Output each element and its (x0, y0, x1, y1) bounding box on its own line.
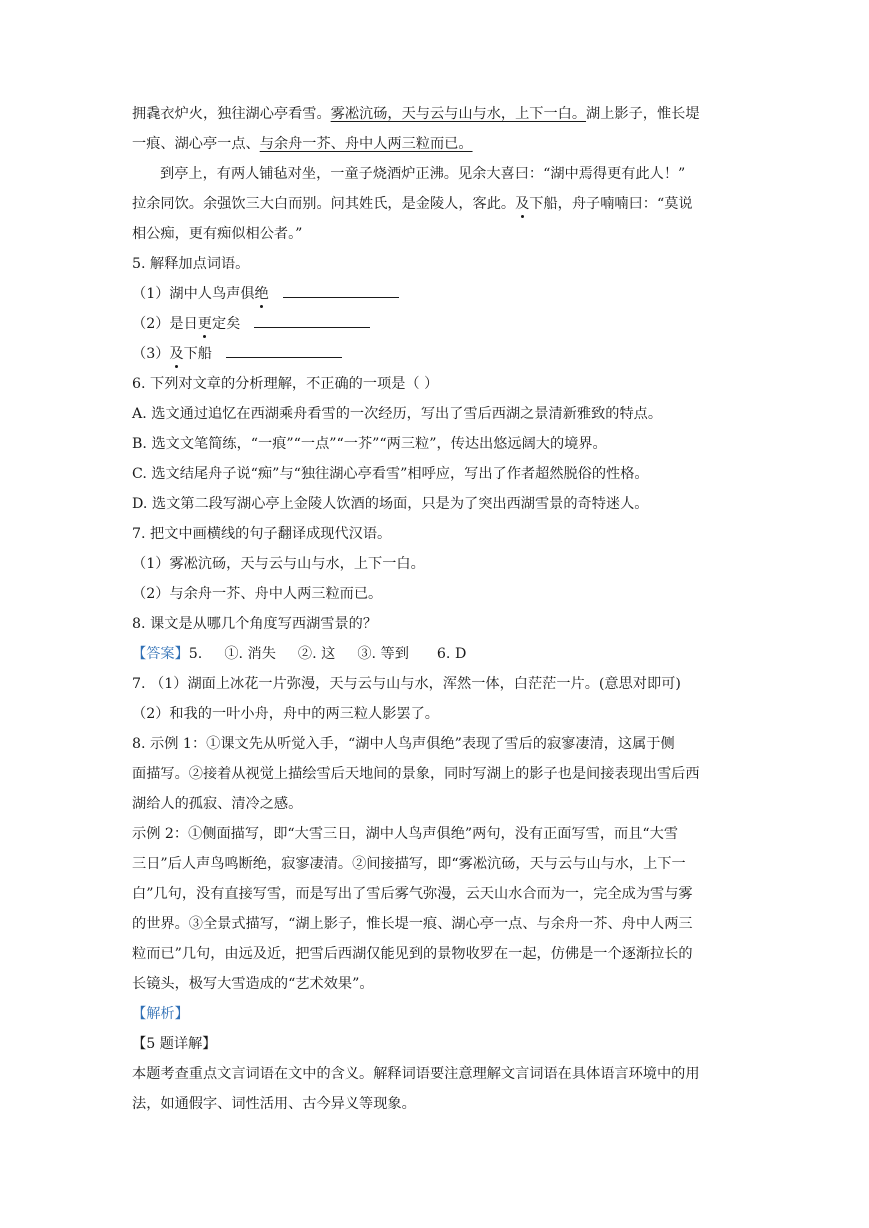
answer-text: 长镜头，极写大雪造成的“艺术效果”。 (132, 976, 374, 992)
option-text: A. 选文通过追忆在西湖乘舟看雪的一次经历，写出了雪后西湖之景清新雅致的特点。 (132, 406, 663, 422)
question-text: 8. 课文是从哪几个角度写西湖雪景的？ (132, 616, 378, 632)
question-8-title (132, 614, 377, 634)
option-d (132, 494, 648, 514)
passage-line-3 (160, 164, 685, 184)
answer-item: 6. D (436, 646, 467, 662)
dotted-word: 及 (515, 196, 530, 212)
answer-line-1 (132, 644, 466, 664)
answer-number: 5. (188, 646, 203, 662)
subheading-text: 【5 题详解】 (132, 1036, 217, 1052)
answer-7-2 (132, 704, 439, 724)
answer-item: ③. 等到 (357, 646, 409, 662)
answer-item: ②. 这 (297, 646, 336, 662)
dotted-word: 及 (169, 346, 184, 362)
answer-7-1 (132, 674, 681, 694)
option-text: C. 选文结尾舟子说“痴”与“独往湖心亭看雪”相呼应，写出了作者超然脱俗的性格。 (132, 466, 649, 482)
answer-text: 湖给人的孤寂、清冷之感。 (132, 796, 303, 812)
analysis-tag-text: 【解析】 (132, 1006, 189, 1022)
answer-text: 白”几句，没有直接写雪，而是写出了雪后雾气弥漫，云天山水合而为一，完全成为雪与雾 (132, 886, 693, 902)
question-5-item-3 (132, 344, 342, 364)
option-c (132, 464, 649, 484)
question-6-title (132, 374, 438, 394)
passage-line-1 (132, 104, 700, 124)
item-text: （2）与余舟一芥、舟中人两三粒而已。 (132, 586, 383, 602)
answer-8-line (132, 734, 675, 754)
passage-text: 到亭上，有两人铺毡对坐，一童子烧酒炉正沸。见余大喜曰：“湖中焉得更有此人！” (160, 166, 686, 182)
answer-text: 粒而已”几句，由远及近，把雪后西湖仅能见到的景物收罗在一起，仿佛是一个逐渐拉长的 (132, 946, 693, 962)
analysis-line (132, 1064, 700, 1084)
answer-text: 的世界。③全景式描写，“湖上影子，惟长堤一痕、湖心亭一点、与余舟一芥、舟中人两三 (132, 916, 693, 932)
dotted-word: 更 (197, 316, 212, 332)
passage-text: 一痕、湖心亭一点、 (132, 136, 260, 152)
answer-blank[interactable] (226, 345, 342, 358)
question-text: 5. 解释加点词语。 (132, 256, 250, 272)
option-text: B. 选文文笔简练，“一痕”“一点”“一芥”“两三粒”，传达出悠远阔大的境界。 (132, 436, 607, 452)
passage-text: 拥毳衣炉火，独往湖心亭看雪。 (132, 106, 331, 122)
item-text: （3） (132, 346, 170, 362)
question-5-item-1 (132, 284, 399, 304)
answer-text: 三日”后人声鸟鸣断绝，寂寥凄清。②间接描写，即“雾凇沆砀，天与云与山与水，上下一 (132, 856, 686, 872)
answer-blank[interactable] (283, 285, 399, 298)
answer-8-line (132, 974, 374, 994)
question-5-title (132, 254, 249, 274)
question-7-title (132, 524, 391, 544)
analysis-text: 本题考查重点文言词语在文中的含义。解释词语要注意理解文言词语在具体语言环境中的用 (132, 1066, 700, 1082)
passage-text: 湖上影子，惟长堤 (586, 106, 700, 122)
answer-8-line (132, 944, 693, 964)
answer-text: （2）和我的一叶小舟，舟中的两三粒人影罢了。 (132, 706, 439, 722)
answer-item: ①. 消失 (224, 646, 276, 662)
question-5-item-2 (132, 314, 370, 334)
answer-8-line (132, 764, 700, 784)
question-text: 7. 把文中画横线的句子翻译成现代汉语。 (132, 526, 392, 542)
passage-line-4 (132, 194, 693, 214)
analysis-subheading (132, 1034, 216, 1054)
answer-text: 示例 2：①侧面描写，即“大雪三日，湖中人鸟声俱绝”两句，没有正面写雪，而且“大雪 (132, 826, 679, 842)
question-7-item-2 (132, 584, 382, 604)
answer-8-line (132, 854, 686, 874)
passage-line-2 (132, 134, 473, 154)
answer-tag: 【答案】 (132, 646, 189, 662)
underlined-sentence-1: 雾凇沆砀，天与云与山与水，上下一白。 (330, 106, 587, 122)
analysis-tag (132, 1004, 189, 1024)
question-text: 6. 下列对文章的分析理解，不正确的一项是（ ） (132, 376, 439, 392)
passage-text: 拉余同饮。余强饮三大白而别。问其姓氏，是金陵人，客此。 (132, 196, 516, 212)
item-text: （2）是日 (132, 316, 198, 332)
answer-8-line (132, 824, 678, 844)
passage-text: 相公痴，更有痴似相公者。” (132, 226, 303, 242)
underlined-sentence-2: 与余舟一芥、舟中人两三粒而已。 (259, 136, 473, 152)
item-text: （1）湖中人鸟声俱 (132, 286, 255, 302)
option-b (132, 434, 607, 454)
passage-text: 下船，舟子喃喃曰：“莫说 (529, 196, 693, 212)
dotted-word: 绝 (254, 286, 269, 302)
item-text: 定矣 (211, 316, 241, 332)
option-text: D. 选文第二段写湖心亭上金陵人饮酒的场面，只是为了突出西湖雪景的奇特迷人。 (132, 496, 649, 512)
answer-text: 面描写。②接着从视觉上描绘雪后天地间的景象，同时写湖上的影子也是间接表现出雪后西 (132, 766, 700, 782)
analysis-line (132, 1094, 416, 1114)
item-text: 下船 (183, 346, 212, 362)
answer-blank[interactable] (254, 315, 370, 328)
passage-line-5 (132, 224, 302, 244)
answer-text: 8. 示例 1：①课文先从听觉入手，“湖中人鸟声俱绝”表现了雪后的寂寥凄清，这属于侧 (132, 736, 675, 752)
answer-8-line (132, 794, 302, 814)
analysis-text: 法，如通假字、词性活用、古今异义等现象。 (132, 1096, 416, 1112)
option-a (132, 404, 662, 424)
answer-text: 7. （1）湖面上冰花一片弥漫，天与云与山与水，浑然一体，白茫茫一片。(意思对即可) (132, 676, 681, 692)
question-7-item-1 (132, 554, 425, 574)
answer-8-line (132, 914, 693, 934)
answer-8-line (132, 884, 693, 904)
item-text: （1）雾凇沆砀，天与云与山与水，上下一白。 (132, 556, 425, 572)
